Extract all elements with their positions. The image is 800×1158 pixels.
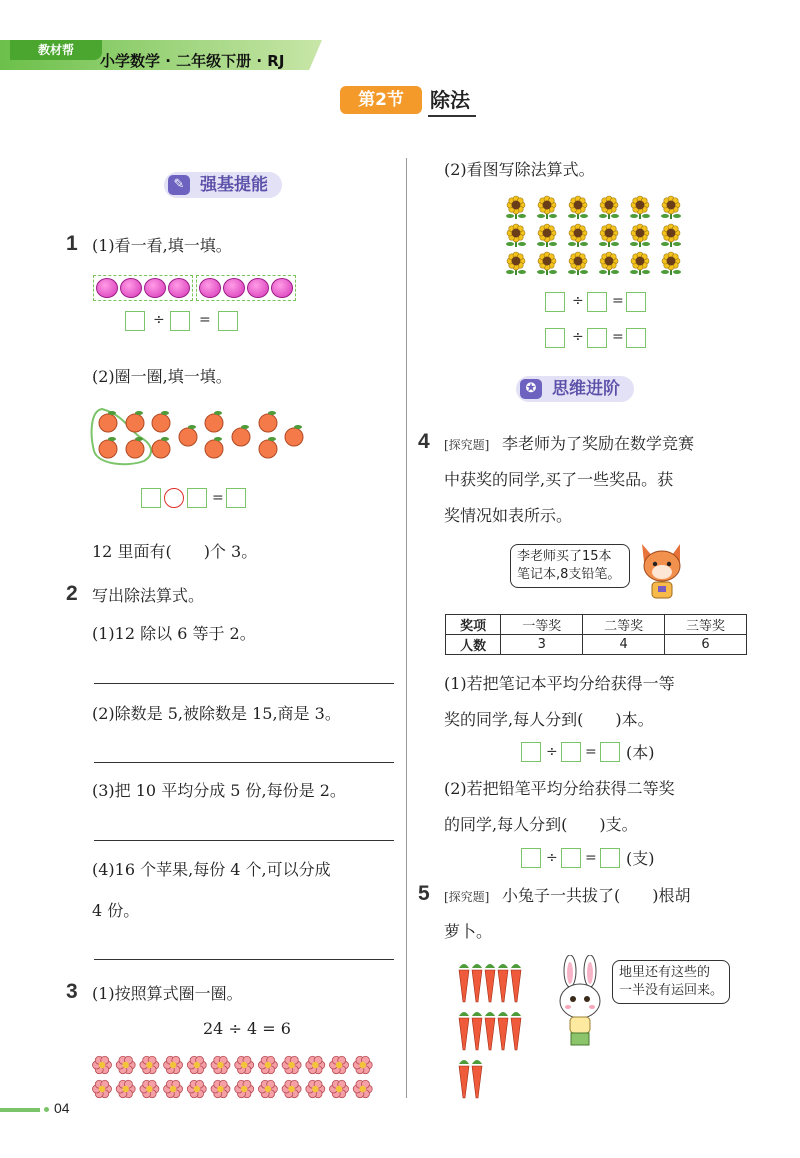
bubble-line: 笔记本,8支铅笔。	[517, 567, 621, 582]
ball-icon	[223, 278, 245, 298]
table-row	[446, 635, 747, 655]
sunflower-grid	[500, 192, 690, 276]
carrot-icon	[498, 1012, 508, 1050]
rabbit-character-icon	[550, 955, 610, 1055]
sunflower-icon	[537, 252, 557, 275]
flower-icon	[211, 1080, 230, 1098]
q4-sub1-line2: 奖的同学,每人分到( )本。	[444, 710, 654, 729]
answer-line[interactable]	[94, 762, 394, 763]
answer-box[interactable]	[561, 742, 581, 762]
answer-box[interactable]	[561, 848, 581, 868]
flower-icon	[306, 1056, 325, 1074]
ball-group-2	[196, 275, 296, 301]
answer-box[interactable]	[521, 742, 541, 762]
ball-icon	[168, 278, 190, 298]
ball-group-1	[93, 275, 193, 301]
page-number: 04	[54, 1100, 70, 1116]
q5-tag: [探究题]	[444, 890, 490, 904]
unit-label: (支)	[626, 849, 655, 868]
section-badge: 第2节	[340, 86, 422, 114]
flower-icon	[353, 1056, 372, 1074]
sunflower-icon	[599, 252, 619, 275]
q2-item-4: (4)16 个苹果,每份 4 个,可以分成	[92, 860, 331, 879]
divide-sign: ÷	[572, 329, 584, 345]
answer-box[interactable]	[587, 292, 607, 312]
divide-sign: ÷	[153, 312, 165, 328]
table-row	[446, 615, 747, 635]
table-row-label: 人数	[446, 635, 501, 655]
q4-sub2-line1: (2)若把铅笔平均分给获得二等奖	[444, 779, 675, 798]
section-pill-advanced	[516, 376, 634, 402]
carrot-icon	[485, 1012, 495, 1050]
flower-icon	[140, 1080, 159, 1098]
sunflower-icon	[630, 196, 650, 219]
divide-sign: ÷	[572, 293, 584, 309]
flower-icon	[164, 1056, 183, 1074]
answer-box[interactable]	[125, 311, 145, 331]
ball-icon	[96, 278, 118, 298]
flower-grid	[92, 1054, 382, 1100]
ball-icon	[120, 278, 142, 298]
table-header: 二等奖	[583, 615, 665, 635]
flower-icon	[116, 1080, 135, 1098]
sunflower-icon	[661, 196, 681, 219]
q2-item-3: (3)把 10 平均分成 5 份,每份是 2。	[92, 781, 346, 800]
q1-part2-answer: 12 里面有( )个 3。	[92, 542, 258, 561]
sunflower-icon	[630, 224, 650, 247]
flower-icon	[211, 1056, 230, 1074]
table-cell: 3	[501, 635, 583, 655]
answer-box[interactable]	[626, 328, 646, 348]
q1-part1-text: (1)看一看,填一填。	[92, 236, 232, 255]
carrot-icon	[511, 1012, 521, 1050]
q1-part3-text: (2)看图写除法算式。	[444, 160, 595, 179]
sunflower-icon	[568, 252, 588, 275]
answer-box[interactable]	[218, 311, 238, 331]
q2-title: 写出除法算式。	[92, 586, 205, 605]
q2-item-1: (1)12 除以 6 等于 2。	[92, 624, 256, 643]
carrot-icon	[511, 964, 521, 1002]
sunflower-icon	[630, 252, 650, 275]
answer-box[interactable]	[226, 488, 246, 508]
equals-sign: =	[585, 744, 597, 760]
question-2-number: 2	[66, 582, 78, 605]
flower-icon	[235, 1056, 254, 1074]
column-divider	[406, 158, 407, 1098]
table-header: 一等奖	[501, 615, 583, 635]
prize-table	[445, 614, 747, 655]
ball-icon	[199, 278, 221, 298]
answer-box[interactable]	[600, 742, 620, 762]
flower-icon	[116, 1056, 135, 1074]
q2-item-2: (2)除数是 5,被除数是 15,商是 3。	[92, 704, 341, 723]
divide-sign: ÷	[546, 744, 558, 760]
sunflower-icon	[506, 252, 526, 275]
q4-line-3: 奖情况如表所示。	[444, 506, 573, 525]
sunflower-icon	[506, 224, 526, 247]
sunflower-icon	[506, 196, 526, 219]
answer-box[interactable]	[626, 292, 646, 312]
answer-box[interactable]	[170, 311, 190, 331]
question-4-number: 4	[418, 430, 430, 453]
answer-line[interactable]	[94, 959, 394, 960]
divide-sign: ÷	[546, 850, 558, 866]
answer-box[interactable]	[587, 328, 607, 348]
q4-line-2: 中获奖的同学,买了一些奖品。获	[444, 470, 674, 489]
carrot-icon	[459, 1060, 469, 1098]
sunflower-icon	[568, 196, 588, 219]
q4-line-1: 李老师为了奖励在数学竞赛	[502, 434, 695, 453]
footer-bar	[0, 1108, 40, 1112]
answer-line[interactable]	[94, 840, 394, 841]
q3-formula: 24 ÷ 4 = 6	[203, 1019, 291, 1038]
flower-icon	[282, 1056, 301, 1074]
rabbit-speech-bubble	[612, 960, 730, 1004]
flower-icon	[235, 1080, 254, 1098]
flower-icon	[353, 1080, 372, 1098]
carrot-icon	[459, 1012, 469, 1050]
operator-circle[interactable]	[164, 488, 184, 508]
sunflower-icon	[537, 224, 557, 247]
unit-label: (本)	[626, 743, 655, 762]
flower-icon	[258, 1080, 277, 1098]
question-1-number: 1	[66, 232, 78, 255]
peach-illustration	[88, 405, 313, 467]
flower-icon	[187, 1080, 206, 1098]
flower-icon	[187, 1056, 206, 1074]
q4-sub1-line1: (1)若把笔记本平均分给获得一等	[444, 674, 675, 693]
flower-icon	[93, 1080, 112, 1098]
carrot-icon	[498, 964, 508, 1002]
brand-tag: 教材帮	[10, 40, 102, 60]
flower-icon	[330, 1080, 349, 1098]
q4-tag: [探究题]	[444, 438, 490, 452]
table-header: 奖项	[446, 615, 501, 635]
carrot-icon	[485, 964, 495, 1002]
section-title: 除法	[428, 84, 476, 117]
teacher-speech-bubble	[510, 544, 630, 588]
q4-sub2-line2: 的同学,每人分到( )支。	[444, 815, 638, 834]
footer-dot	[44, 1107, 49, 1112]
answer-box[interactable]	[187, 488, 207, 508]
q5-line-1: 小兔子一共拔了( )根胡	[502, 886, 691, 905]
answer-box[interactable]	[600, 848, 620, 868]
question-3-number: 3	[66, 980, 78, 1003]
q1-part2-text: (2)圈一圈,填一填。	[92, 367, 232, 386]
ball-icon	[247, 278, 269, 298]
book-title: 小学数学 · 二年级下册 · RJ	[100, 52, 285, 70]
q5-line-2: 萝卜。	[444, 922, 493, 941]
equals-sign: =	[585, 850, 597, 866]
sunflower-icon	[599, 224, 619, 247]
carrot-icon	[472, 1012, 482, 1050]
fox-character-icon	[634, 538, 690, 604]
answer-line[interactable]	[94, 683, 394, 684]
bubble-line: 地里还有这些的	[619, 965, 711, 980]
bubble-line: 一半没有运回来。	[619, 983, 724, 998]
pill-advanced-label: 思维进阶	[552, 379, 620, 399]
carrot-rows	[456, 960, 528, 1102]
medal-icon: ✪	[520, 379, 542, 399]
carrot-icon	[472, 1060, 482, 1098]
table-cell: 4	[583, 635, 665, 655]
table-header: 三等奖	[665, 615, 747, 635]
equals-sign: =	[612, 329, 624, 345]
flower-icon	[164, 1080, 183, 1098]
q2-item-4-cont: 4 份。	[92, 901, 140, 920]
equals-sign: =	[199, 312, 211, 328]
flower-icon	[93, 1056, 112, 1074]
section-pill-basic	[164, 172, 282, 198]
sunflower-icon	[599, 196, 619, 219]
flower-icon	[330, 1056, 349, 1074]
pencil-icon: ✎	[168, 175, 190, 195]
answer-box[interactable]	[545, 328, 565, 348]
table-cell: 6	[665, 635, 747, 655]
ball-icon	[144, 278, 166, 298]
flower-icon	[258, 1056, 277, 1074]
carrot-icon	[472, 964, 482, 1002]
pill-basic-label: 强基提能	[200, 175, 268, 195]
flower-icon	[140, 1056, 159, 1074]
flower-icon	[282, 1080, 301, 1098]
flower-icon	[306, 1080, 325, 1098]
sunflower-icon	[537, 196, 557, 219]
equals-sign: =	[212, 490, 224, 506]
answer-box[interactable]	[141, 488, 161, 508]
ball-icon	[271, 278, 293, 298]
question-5-number: 5	[418, 882, 430, 905]
sunflower-icon	[661, 224, 681, 247]
bubble-line: 李老师买了15本	[517, 549, 612, 564]
sunflower-icon	[661, 252, 681, 275]
answer-box[interactable]	[521, 848, 541, 868]
carrot-icon	[459, 964, 469, 1002]
sunflower-icon	[568, 224, 588, 247]
equals-sign: =	[612, 293, 624, 309]
q3-title: (1)按照算式圈一圈。	[92, 984, 243, 1003]
answer-box[interactable]	[545, 292, 565, 312]
